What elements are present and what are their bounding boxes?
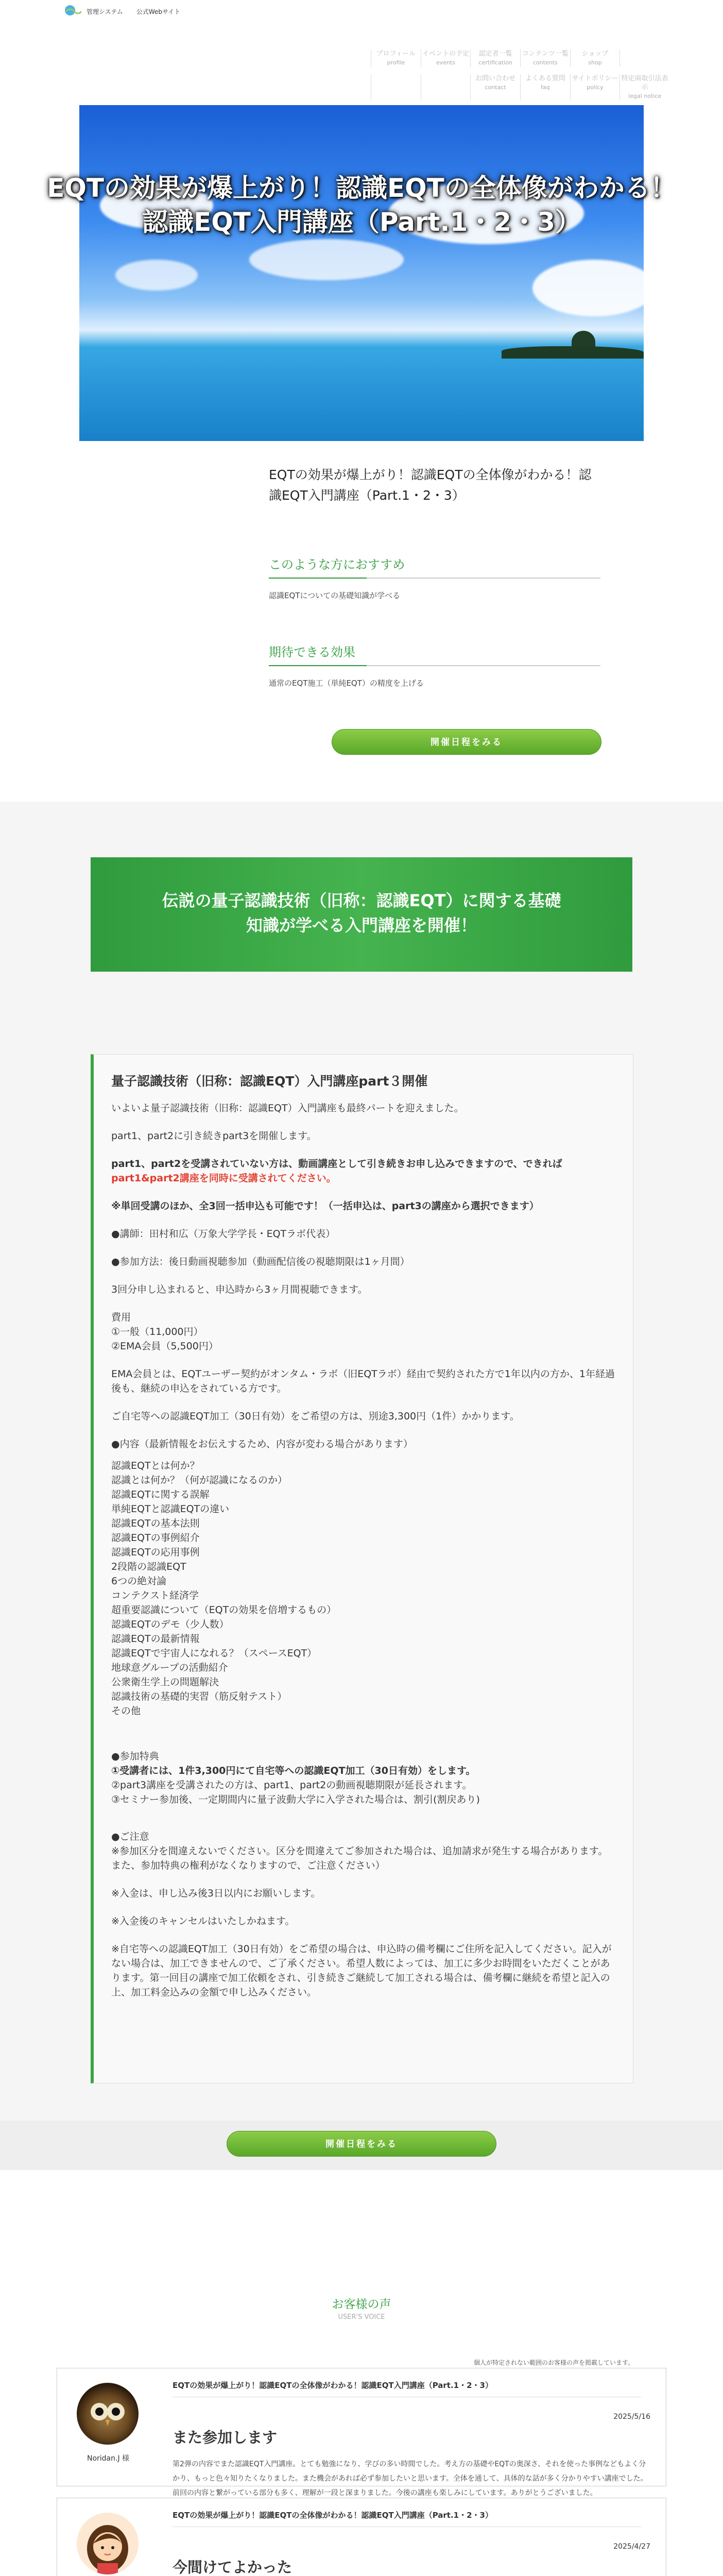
effect-section	[269, 642, 600, 688]
content-item: 認識とは何か？（何が認識になるのか）	[111, 1475, 288, 1486]
content-item: 認識EQTとは何か？	[111, 1460, 200, 1471]
nav-item-label: お問い合わせ	[475, 75, 516, 82]
caution-2: ※入金は、申し込み後3日以内にお願いします。	[111, 1888, 321, 1899]
owl-avatar-icon	[77, 2383, 139, 2445]
schedule-button-top[interactable]: 開催日程をみる	[332, 729, 601, 755]
content-item: 6つの絶対論	[111, 1575, 167, 1587]
intro-section	[269, 465, 600, 506]
detail-home: ご自宅等への認識EQT加工（30日有効）をご希望の方は、別途3,300円（1件）かかります。	[111, 1411, 520, 1422]
content-item: その他	[111, 1705, 141, 1717]
nav-item[interactable]	[520, 74, 570, 100]
top-bar	[0, 0, 723, 23]
nav-item-label: よくある質問	[525, 75, 565, 82]
nav-item-sub: profile	[387, 59, 405, 66]
effect-heading: 期待できる効果	[269, 642, 600, 666]
detail-p2: part1、part2に引き続きpart3を開催します。	[111, 1130, 317, 1142]
cloud-3	[532, 260, 644, 316]
nav-item[interactable]	[470, 49, 520, 67]
nav-item-label: イベントの予定	[422, 50, 469, 58]
nav-item[interactable]	[619, 74, 669, 100]
nav-item-sub: events	[436, 59, 456, 66]
review-title: また参加します	[173, 2429, 278, 2446]
voice-note: 個人が特定されない範囲のお客様の声を掲載しています。	[474, 2359, 634, 2366]
content-item: 認識EQTの事例紹介	[111, 1532, 200, 1544]
cloud-4	[249, 239, 404, 280]
course-banner	[91, 857, 632, 972]
nav-item-label: コンテンツ一覧	[522, 50, 569, 58]
admin-system-link[interactable]: 管理システム	[87, 8, 123, 15]
voice-title: お客様の声	[332, 2298, 391, 2311]
schedule-button-bottom[interactable]: 開催日程をみる	[227, 2131, 496, 2157]
voice-subtitle: USER'S VOICE	[338, 2313, 385, 2321]
content-heading: ●内容（最新情報をお伝えするため、内容が変わる場合があります）	[111, 1438, 413, 1450]
nav-item-sub: policy	[587, 84, 604, 91]
nav-item-sub: contents	[532, 59, 558, 66]
review-date: 2025/4/27	[613, 2543, 650, 2551]
fee-general: ①一般（11,000円）	[111, 1326, 203, 1337]
fee-member: ②EMA会員（5,500円）	[111, 1341, 218, 1352]
detail-method: ●参加方法：後日動画視聴参加（動画配信後の視聴期限は1ヶ月間）	[111, 1256, 410, 1267]
fee-heading: 費用	[111, 1312, 131, 1323]
recommend-text: 認識EQTについての基礎知識が学べる	[269, 591, 401, 600]
reviewer-name: Noridan.J 様	[87, 2454, 130, 2463]
content-item: 認識EQTの基本法則	[111, 1518, 200, 1529]
nav-item-label: サイトポリシー	[572, 75, 618, 82]
hero-title: EQTの効果が爆上がり！認識EQTの全体像がわかる！認識EQT入門講座（Part.1・2・3）	[47, 173, 676, 237]
content-item: 認識EQTで宇宙人になれる？（スペースEQT）	[111, 1648, 317, 1659]
detail-ema: EMA会員とは、EQTユーザー契約がオンタム・ラボ（旧EQTラボ）経由で契約された方で1年以内の方か、1年経過後も、継続の申込をされている方です。	[111, 1368, 615, 1394]
nav-item-sub: certification	[478, 59, 512, 66]
main-nav	[371, 49, 669, 100]
content-item: 認識EQTのデモ（少人数）	[111, 1619, 229, 1630]
banner-line-2: 知識が学べる入門講座を開催！	[246, 916, 477, 935]
detail-lecturer: ●講師：田村和広（万象大学学長・EQTラボ代表）	[111, 1228, 336, 1240]
content-item: 認識EQTの最新情報	[111, 1633, 200, 1645]
content-item: 認識技術の基礎的実習（筋反射テスト）	[111, 1691, 287, 1702]
avatar	[77, 2383, 139, 2445]
content-item: コンテクスト経済学	[111, 1590, 199, 1601]
island	[502, 346, 644, 359]
caution-1: ※参加区分を間違えないでください。区分を間違えてご参加された場合は、追加請求が発生する場合があります。また、参加特典の権利がなくなりますので、ご注意ください）	[111, 1845, 608, 1871]
recommend-section	[269, 554, 600, 601]
review-course: EQTの効果が爆上がり！認識EQTの全体像がわかる！認識EQT入門講座（Part.1・2・3）	[173, 2510, 641, 2527]
review-course: EQTの効果が爆上がり！認識EQTの全体像がわかる！認識EQT入門講座（Part.1・2・3）	[173, 2380, 641, 2397]
nav-item[interactable]	[470, 74, 520, 100]
effect-text: 通常のEQT施工（単純EQT）の精度を上げる	[269, 679, 424, 688]
nav-item[interactable]	[570, 74, 620, 100]
detail-p3a: part1、part2を受講されていない方は、動画講座として引き続きお申し込みできますので、できれば	[111, 1158, 562, 1170]
review-date: 2025/5/16	[613, 2413, 650, 2421]
nav-item[interactable]	[371, 49, 421, 67]
detail-p1: いよいよ量子認識技術（旧称：認識EQT）入門講座も最終パートを迎えました。	[111, 1103, 464, 1114]
nav-item-label: 特定商取引法表示	[621, 75, 668, 91]
nav-item[interactable]	[371, 74, 421, 100]
nav-item[interactable]	[421, 74, 471, 100]
person-avatar-icon	[77, 2513, 139, 2574]
content-item: 超重要認識について（EQTの効果を倍増するもの）	[111, 1604, 337, 1616]
caution-heading: ●ご注意	[111, 1831, 149, 1842]
special-heading: ●参加特典	[111, 1751, 159, 1762]
content-list	[111, 1459, 615, 1718]
detail-title: 量子認識技術（旧称：認識EQT）入門講座part３開催	[111, 1074, 428, 1089]
banner-line-1: 伝説の量子認識技術（旧称：認識EQT）に関する基礎	[162, 891, 561, 910]
content-item: 単純EQTと認識EQTの違い	[111, 1503, 230, 1515]
caution-4: ※自宅等への認識EQT加工（30日有効）をご希望の場合は、申込時の備考欄にご住所を記入してください。記入がない場合は、加工できませんので、ご了承ください。希望人数によっては、加工に多少お時間をいただくことがあります。第一回目の講座で加工依頼をされ、引き続きご継続して加工される場合は、備考欄に継続を希望と記入の上、加工料金込みの金額で申し込みください。	[111, 1943, 612, 1998]
course-detail-box	[91, 1054, 633, 2083]
content-item: 認識EQTの応用事例	[111, 1547, 200, 1558]
nav-item[interactable]	[619, 49, 669, 67]
nav-item[interactable]	[421, 49, 471, 67]
review-title: 今間けてよかった	[173, 2558, 292, 2576]
content-item: 地球意グループの活動紹介	[111, 1662, 228, 1673]
nav-item-sub: legal notice	[628, 93, 662, 99]
detail-apply: 3回分申し込まれると、申込時から3ヶ月間視聴できます。	[111, 1284, 368, 1295]
special-1: ①受講者には、1件3,300円にて自宅等への認識EQT加工（30日有効）をします。	[111, 1765, 476, 1776]
avatar	[77, 2513, 139, 2574]
nav-item-label: 認定者一覧	[478, 50, 512, 58]
nav-item-sub: contact	[485, 84, 506, 91]
nav-item[interactable]	[570, 49, 620, 67]
nav-item-sub: faq	[541, 84, 550, 91]
site-logo-icon[interactable]	[64, 4, 81, 16]
official-site-link[interactable]: 公式Webサイト	[136, 8, 181, 15]
content-item: 公衆衛生学上の問題解決	[111, 1676, 219, 1688]
nav-item[interactable]	[520, 49, 570, 67]
course-title: EQTの効果が爆上がり！認識EQTの全体像がわかる！認識EQT入門講座（Part.1・2・3）	[269, 467, 592, 503]
hero-banner	[79, 105, 644, 441]
content-item: 認識EQTに関する誤解	[111, 1489, 210, 1500]
nav-item-sub: shop	[588, 59, 602, 66]
detail-p4: ※単回受講のほか、全3回一括申込も可能です！（一括申込は、part3の講座から選択できます）	[111, 1200, 539, 1212]
special-3: ③セミナー参加後、一定期間内に量子波動大学に入学された場合は、割引(割戻あり)	[111, 1794, 480, 1805]
caution-3: ※入金後のキャンセルはいたしかねます。	[111, 1916, 295, 1927]
review-card	[57, 2498, 666, 2576]
nav-item-label: プロフィール	[376, 50, 416, 58]
special-2: ②part3講座を受講されたの方は、part1、part2の動画視聴期限が延長されます。	[111, 1780, 472, 1791]
nav-item-label: ショップ	[581, 50, 609, 58]
cloud-5	[115, 260, 198, 291]
review-paragraph: 第2弾の内容でまた認識EQT入門講座。とても勉強になり、学びの多い時間でした。考え方の基礎やEQTの奥深さ、それを使った事例などもよく分かり、もっと色々知りたくなりました。また機会があれば必ず参加したいと思います。全体を通して、具体的な話が多く分かりやすい講座でした。前回の内容と繋がっている部分も多く、理解が一段と深まりました。今後の講座も楽しみにしています。ありがとうございました。	[173, 2460, 648, 2497]
detail-p3b: part1&part2講座を同時に受講されてください。	[111, 1173, 336, 1184]
review-card	[57, 2368, 666, 2497]
recommend-heading: このような方におすすめ	[269, 554, 600, 579]
content-item: 2段階の認識EQT	[111, 1561, 186, 1572]
